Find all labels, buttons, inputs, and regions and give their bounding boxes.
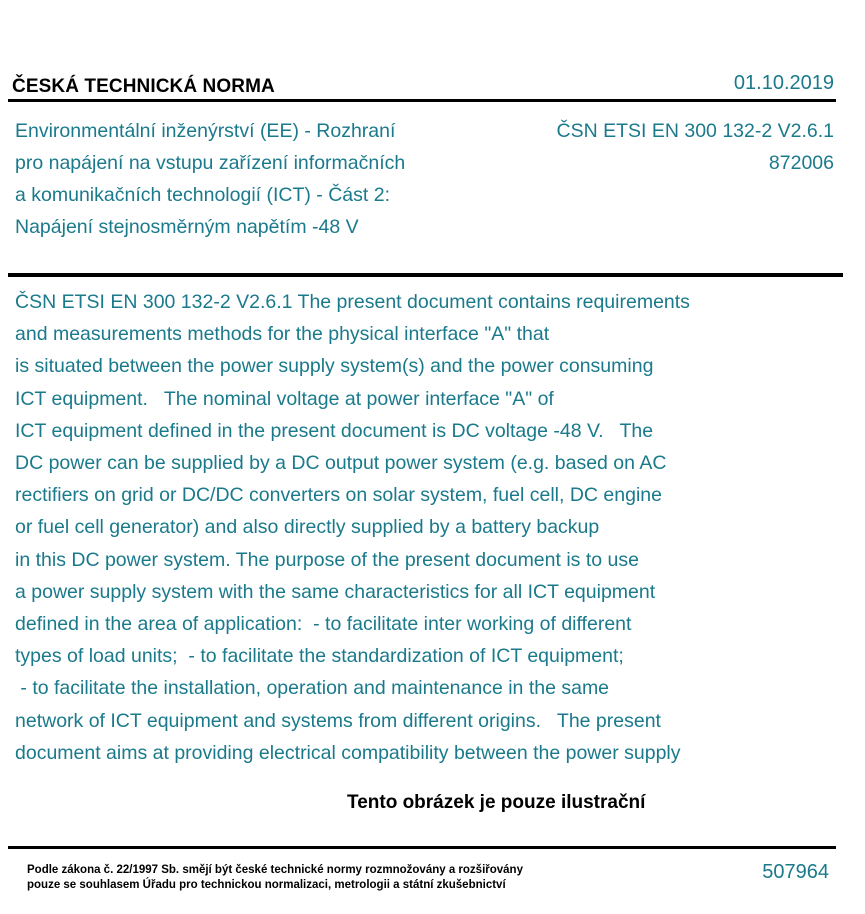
abstract-line: ICT equipment defined in the present document is DC voltage -48 V. The <box>15 419 654 442</box>
title-line: Environmentální inženýrství (EE) - Rozhraní <box>15 120 396 142</box>
header-divider <box>8 99 836 102</box>
norm-date: 01.10.2019 <box>733 72 834 94</box>
norm-heading: ČESKÁ TECHNICKÁ NORMA <box>12 76 275 97</box>
abstract-text <box>15 286 845 769</box>
title-line: Napájení stejnosměrným napětím -48 V <box>15 216 359 238</box>
footer-divider <box>8 846 836 849</box>
abstract-line: defined in the area of application: - to facilitate inter working of different <box>15 613 632 636</box>
title-line: a komunikačních technologií (ICT) - Část 2: <box>15 184 390 206</box>
abstract-line: DC power can be supplied by a DC output power system (e.g. based on AC <box>15 452 667 475</box>
abstract-line: and measurements methods for the physical interface "A" that <box>15 323 550 346</box>
abstract-line: a power supply system with the same characteristics for all ICT equipment <box>15 580 656 603</box>
title-line: pro napájení na vstupu zařízení informačních <box>15 152 406 174</box>
abstract-line: in this DC power system. The purpose of the present document is to use <box>15 548 639 571</box>
abstract-line: types of load units; - to facilitate the standardization of ICT equipment; <box>15 645 624 668</box>
abstract-line: or fuel cell generator) and also directly supplied by a battery backup <box>15 516 600 539</box>
document-number: 507964 <box>762 861 829 883</box>
standard-code: ČSN ETSI EN 300 132-2 V2.6.1 <box>556 120 834 142</box>
legal-notice <box>27 863 523 893</box>
class-number: 872006 <box>768 152 834 174</box>
abstract-line: - to facilitate the installation, operation and maintenance in the same <box>15 677 610 700</box>
abstract-line: ICT equipment. The nominal voltage at power interface "A" of <box>15 387 554 410</box>
abstract-line: rectifiers on grid or DC/DC converters on solar system, fuel cell, DC engine <box>15 484 662 507</box>
abstract-line: is situated between the power supply system(s) and the power consuming <box>15 355 654 378</box>
legal-line: pouze se souhlasem Úřadu pro technickou normalizaci, metrologii a státní zkušebnictví <box>27 879 506 891</box>
abstract-line: network of ICT equipment and systems from different origins. The present <box>15 709 661 732</box>
abstract-line: document aims at providing electrical compatibility between the power supply <box>15 741 681 764</box>
standard-title <box>15 115 485 243</box>
illustration-note: Tento obrázek je pouze ilustrační <box>347 792 646 813</box>
title-divider <box>8 273 843 277</box>
abstract-line: ČSN ETSI EN 300 132-2 V2.6.1 The present document contains requirements <box>15 291 690 313</box>
standard-identifiers <box>557 115 834 179</box>
legal-line: Podle zákona č. 22/1997 Sb. smějí být české technické normy rozmnožovány a rozšiřovány <box>27 864 523 876</box>
